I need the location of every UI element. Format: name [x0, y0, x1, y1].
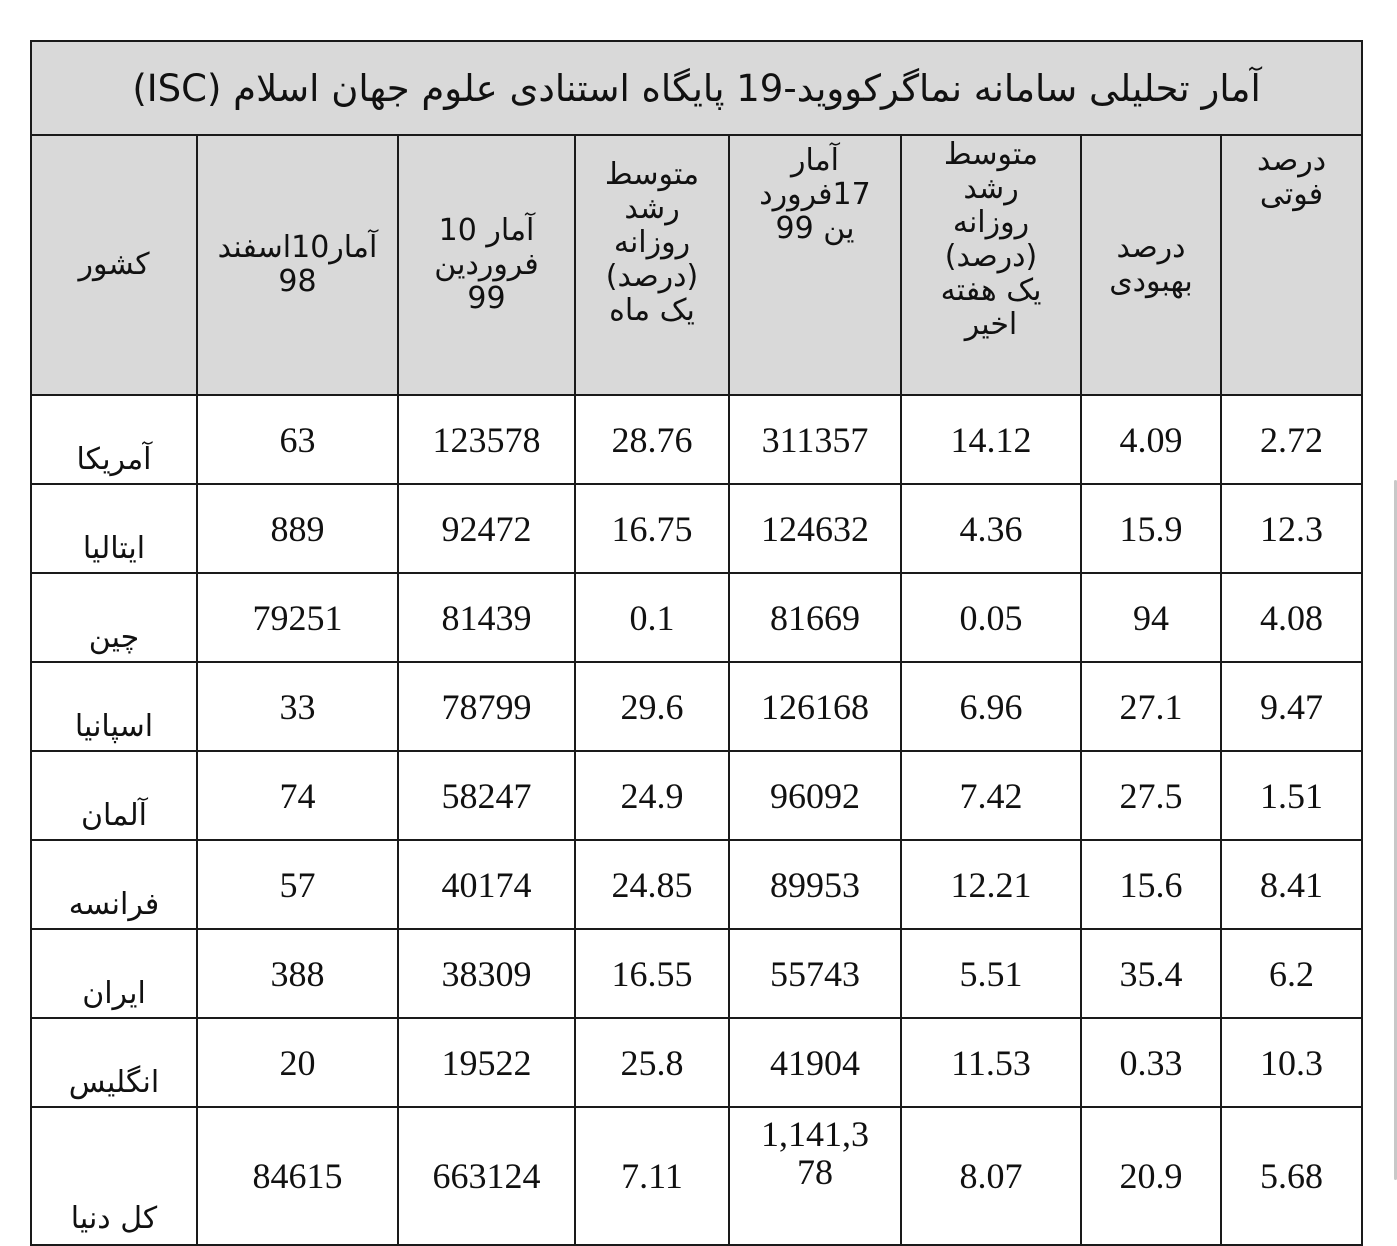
weekly-growth-cell: 6.96 — [901, 662, 1081, 751]
farvardin17-cell: 55743 — [729, 929, 901, 1018]
farvardin17-cell: 89953 — [729, 840, 901, 929]
header-weekly-growth: متوسط رشد روزانه (درصد) یک هفته اخیر — [901, 135, 1081, 395]
header-farvardin17-99: آمار 17فرورد ین 99 — [729, 135, 901, 395]
covid-stats-table — [30, 40, 1363, 1246]
country-cell: کل دنیا — [31, 1107, 197, 1245]
table-title: آمار تحلیلی سامانه نماگرکووید-19 پایگاه استنادی علوم جهان اسلام (ISC) — [31, 41, 1362, 135]
farvardin10-cell: 58247 — [398, 751, 575, 840]
header-row — [31, 135, 1362, 395]
farvardin10-cell: 78799 — [398, 662, 575, 751]
death-cell: 2.72 — [1221, 395, 1362, 484]
monthly-growth-cell: 24.85 — [575, 840, 729, 929]
country-cell: چین — [31, 573, 197, 662]
stats-table-container — [30, 40, 1361, 1246]
recovery-cell: 27.1 — [1081, 662, 1221, 751]
farvardin10-cell: 19522 — [398, 1018, 575, 1107]
esfand10-cell: 889 — [197, 484, 398, 573]
table-row — [31, 573, 1362, 662]
farvardin10-cell: 38309 — [398, 929, 575, 1018]
country-cell: آمریکا — [31, 395, 197, 484]
table-row — [31, 662, 1362, 751]
weekly-growth-cell: 7.42 — [901, 751, 1081, 840]
death-cell: 4.08 — [1221, 573, 1362, 662]
header-monthly-growth: متوسط رشد روزانه (درصد) یک ماه — [575, 135, 729, 395]
recovery-cell: 94 — [1081, 573, 1221, 662]
farvardin17-value: 1,141,378 — [761, 1114, 869, 1192]
death-cell: 9.47 — [1221, 662, 1362, 751]
farvardin17-cell — [729, 1107, 901, 1245]
farvardin17-cell: 41904 — [729, 1018, 901, 1107]
table-row — [31, 840, 1362, 929]
weekly-growth-cell: 0.05 — [901, 573, 1081, 662]
table-row — [31, 1018, 1362, 1107]
farvardin10-cell: 663124 — [398, 1107, 575, 1245]
recovery-cell: 20.9 — [1081, 1107, 1221, 1245]
header-farvardin10-99: آمار 10 فروردین 99 — [398, 135, 575, 395]
death-cell: 1.51 — [1221, 751, 1362, 840]
recovery-cell: 15.9 — [1081, 484, 1221, 573]
esfand10-cell: 20 — [197, 1018, 398, 1107]
country-cell: انگلیس — [31, 1018, 197, 1107]
farvardin17-cell: 96092 — [729, 751, 901, 840]
farvardin17-cell: 311357 — [729, 395, 901, 484]
monthly-growth-cell: 16.75 — [575, 484, 729, 573]
table-row — [31, 929, 1362, 1018]
monthly-growth-cell: 29.6 — [575, 662, 729, 751]
monthly-growth-cell: 25.8 — [575, 1018, 729, 1107]
header-death-pct: درصد فوتی — [1221, 135, 1362, 395]
farvardin10-cell: 81439 — [398, 573, 575, 662]
table-row — [31, 751, 1362, 840]
esfand10-cell: 79251 — [197, 573, 398, 662]
country-cell: آلمان — [31, 751, 197, 840]
esfand10-cell: 74 — [197, 751, 398, 840]
weekly-growth-cell: 11.53 — [901, 1018, 1081, 1107]
farvardin10-cell: 123578 — [398, 395, 575, 484]
table-row — [31, 395, 1362, 484]
esfand10-cell: 84615 — [197, 1107, 398, 1245]
death-cell: 6.2 — [1221, 929, 1362, 1018]
recovery-cell: 4.09 — [1081, 395, 1221, 484]
death-cell: 10.3 — [1221, 1018, 1362, 1107]
monthly-growth-cell: 16.55 — [575, 929, 729, 1018]
farvardin10-cell: 92472 — [398, 484, 575, 573]
monthly-growth-cell: 28.76 — [575, 395, 729, 484]
header-country: کشور — [31, 135, 197, 395]
country-cell: فرانسه — [31, 840, 197, 929]
table-row-world-total — [31, 1107, 1362, 1245]
weekly-growth-cell: 8.07 — [901, 1107, 1081, 1245]
esfand10-cell: 63 — [197, 395, 398, 484]
death-cell: 8.41 — [1221, 840, 1362, 929]
header-esfand10-98: آمار10اسفند 98 — [197, 135, 398, 395]
monthly-growth-cell: 24.9 — [575, 751, 729, 840]
monthly-growth-cell: 0.1 — [575, 573, 729, 662]
farvardin17-cell: 81669 — [729, 573, 901, 662]
weekly-growth-cell: 5.51 — [901, 929, 1081, 1018]
death-cell: 12.3 — [1221, 484, 1362, 573]
table-row — [31, 484, 1362, 573]
farvardin17-cell: 124632 — [729, 484, 901, 573]
farvardin10-cell: 40174 — [398, 840, 575, 929]
header-recovery-pct: درصد بهبودی — [1081, 135, 1221, 395]
esfand10-cell: 388 — [197, 929, 398, 1018]
weekly-growth-cell: 4.36 — [901, 484, 1081, 573]
weekly-growth-cell: 14.12 — [901, 395, 1081, 484]
recovery-cell: 0.33 — [1081, 1018, 1221, 1107]
recovery-cell: 27.5 — [1081, 751, 1221, 840]
farvardin17-cell: 126168 — [729, 662, 901, 751]
death-cell: 5.68 — [1221, 1107, 1362, 1245]
monthly-growth-cell: 7.11 — [575, 1107, 729, 1245]
recovery-cell: 35.4 — [1081, 929, 1221, 1018]
country-cell: اسپانیا — [31, 662, 197, 751]
esfand10-cell: 57 — [197, 840, 398, 929]
country-cell: ایتالیا — [31, 484, 197, 573]
recovery-cell: 15.6 — [1081, 840, 1221, 929]
weekly-growth-cell: 12.21 — [901, 840, 1081, 929]
country-cell: ایران — [31, 929, 197, 1018]
esfand10-cell: 33 — [197, 662, 398, 751]
